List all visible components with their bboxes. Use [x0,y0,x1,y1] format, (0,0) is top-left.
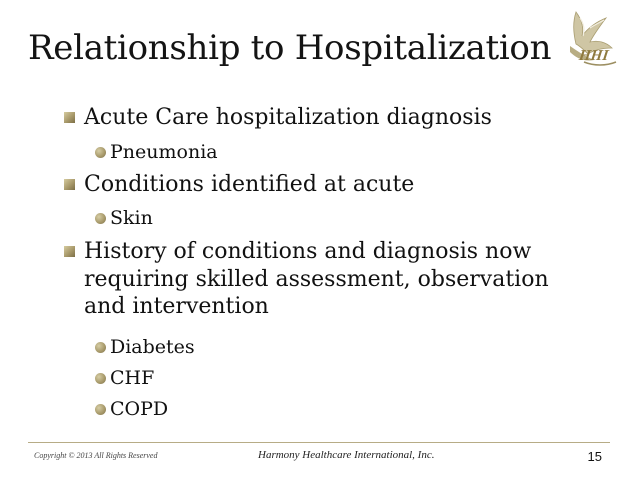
bullet-conditions-acute [84,171,604,198]
round-bullet-icon [95,342,106,353]
footer-divider [28,442,610,443]
footer-company: Harmony Healthcare International, Inc. [258,449,435,461]
sub-bullet-text: COPD [110,398,169,420]
round-bullet-icon [95,147,106,158]
logo-text: HHI [577,48,610,64]
sub-bullet-text: Pneumonia [110,141,218,163]
sub-bullet-text: Diabetes [110,336,195,358]
bullet-text: Acute Care hospitalization diagnosis [84,105,492,130]
square-bullet-icon [64,112,75,123]
page-number: 15 [587,449,602,464]
sub-bullet-chf [110,366,154,390]
square-bullet-icon [64,179,75,190]
bullet-text: History of conditions and diagnosis now requiring skilled assessment, observation and intervention [84,239,549,319]
slide-title: Relationship to Hospitalization [28,28,552,68]
bullet-acute-care [84,104,604,131]
footer-copyright: Copyright © 2013 All Rights Reserved [34,451,158,460]
sub-bullet-text: Skin [110,207,153,229]
bullet-history-conditions [84,238,594,321]
round-bullet-icon [95,404,106,415]
sub-bullet-skin [110,206,153,230]
sub-bullet-copd [110,397,168,421]
round-bullet-icon [95,373,106,384]
square-bullet-icon [64,246,75,257]
sub-bullet-text: CHF [110,367,155,389]
bullet-text: Conditions identified at acute [84,172,415,197]
sub-bullet-diabetes [110,335,195,359]
sub-bullet-pneumonia [110,140,218,164]
round-bullet-icon [95,213,106,224]
